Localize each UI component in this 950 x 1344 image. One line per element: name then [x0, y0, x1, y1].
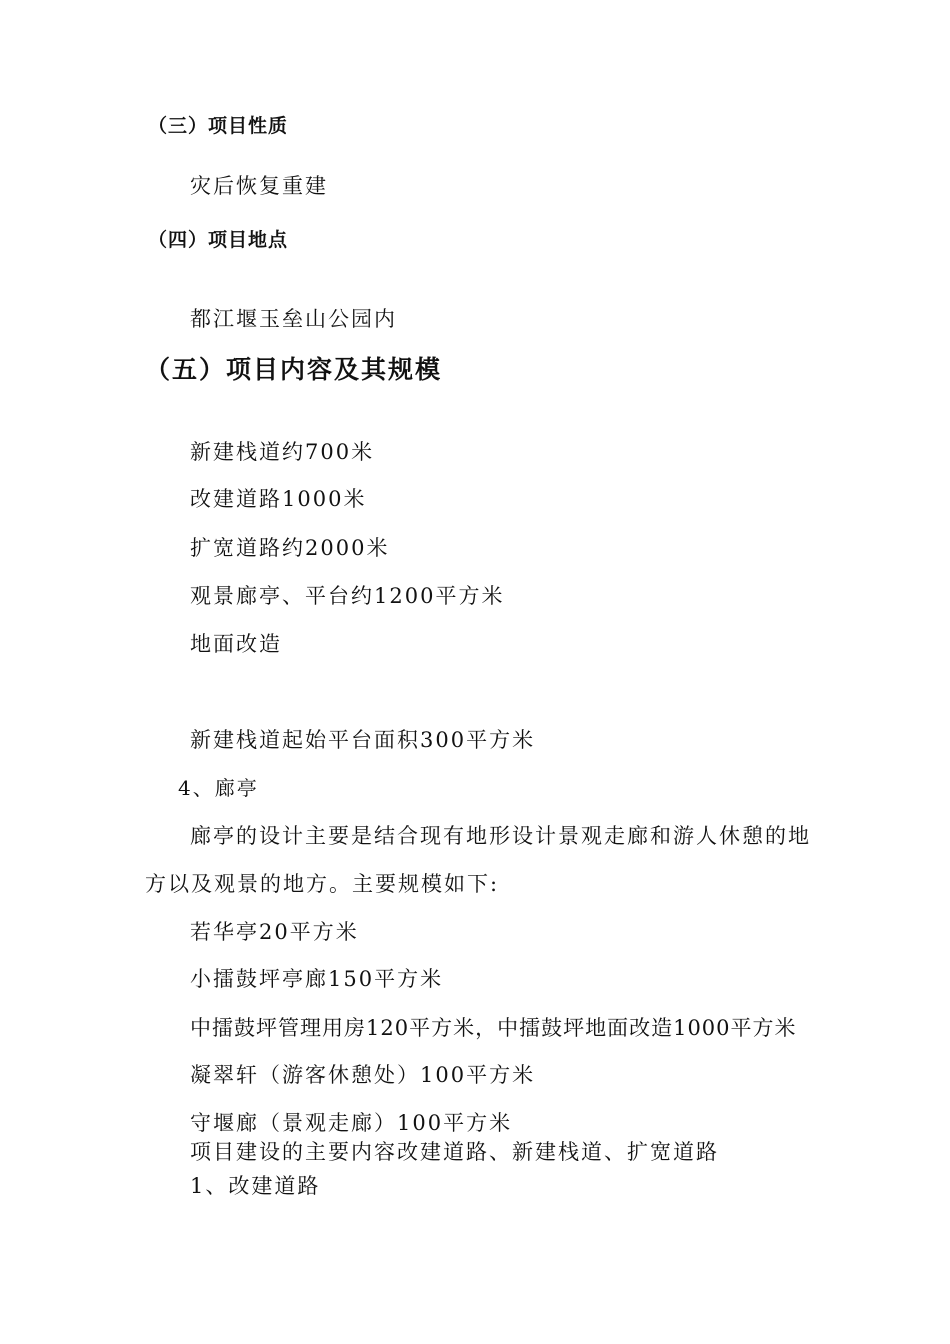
scale-item: 观景廊亭、平台约1200平方米 — [190, 584, 505, 608]
pavilion-item: 凝翠轩（游客休憩处）100平方米 — [190, 1063, 536, 1087]
pavilion-heading: 4、廊亭 — [178, 776, 259, 800]
pavilion-item: 守堰廊（景观走廊）100平方米 — [190, 1111, 513, 1135]
pavilion-description-line-2: 方以及观景的地方。主要规模如下: — [145, 872, 500, 896]
scale-item: 改建道路1000米 — [190, 487, 367, 511]
section-5-heading: （五）项目内容及其规模 — [145, 355, 443, 384]
pavilion-item: 中擂鼓坪管理用房120平方米，中擂鼓坪地面改造1000平方米 — [190, 1016, 797, 1040]
scale-item: 地面改造 — [190, 632, 282, 656]
pavilion-description-line-1: 廊亭的设计主要是结合现有地形设计景观走廊和游人休憩的地 — [190, 824, 811, 848]
platform-line: 新建栈道起始平台面积300平方米 — [190, 728, 536, 752]
section-3-text: 灾后恢复重建 — [190, 174, 328, 198]
section-3-heading: （三）项目性质 — [148, 115, 289, 137]
pavilion-item: 小擂鼓坪亭廊150平方米 — [190, 967, 444, 991]
section-4-heading: （四）项目地点 — [148, 229, 289, 251]
pavilion-item: 若华亭20平方米 — [190, 920, 359, 944]
summary-line: 项目建设的主要内容改建道路、新建栈道、扩宽道路 — [190, 1140, 719, 1164]
section-4-text: 都江堰玉垒山公园内 — [190, 307, 397, 331]
scale-item: 新建栈道约700米 — [190, 440, 375, 464]
road-heading: 1、改建道路 — [190, 1174, 321, 1198]
scale-item: 扩宽道路约2000米 — [190, 536, 390, 560]
